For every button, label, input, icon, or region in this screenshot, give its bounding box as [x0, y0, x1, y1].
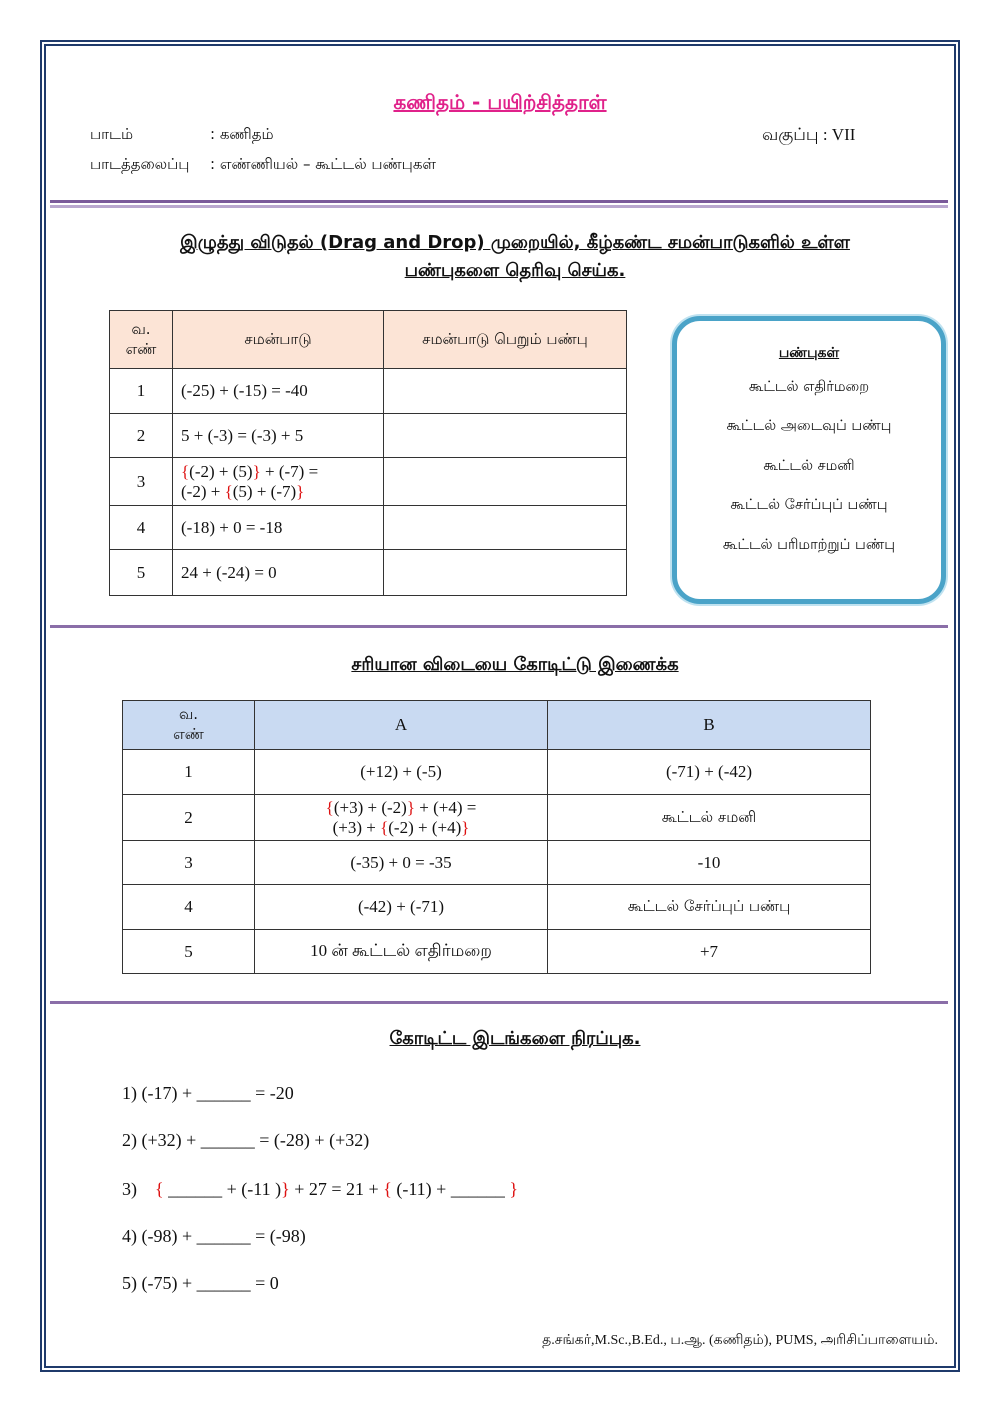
match-b-1[interactable]: (-71) + (-42) — [548, 750, 871, 795]
author-credit: த.சங்கர்,M.Sc.,B.Ed., ப.ஆ. (கணிதம்), PUMS, அரிசிப்பாளையம். — [542, 1333, 938, 1348]
match-b-2[interactable]: கூட்டல் சமனி — [548, 795, 871, 841]
option-identity[interactable]: கூட்டல் சமனி — [763, 458, 855, 474]
matching-table — [122, 700, 871, 974]
sno-header: வ. எண் — [123, 701, 255, 750]
option-commutative[interactable]: கூட்டல் பரிமாற்றுப் பண்பு — [722, 537, 896, 553]
options-title: பண்புகள் — [778, 345, 840, 361]
drop-zone-3[interactable] — [384, 458, 627, 506]
drop-zone-4[interactable] — [384, 506, 627, 550]
table-row: 5 10 ன் கூட்டல் எதிர்மறை +7 — [123, 930, 871, 974]
fill-question-4[interactable]: 4) (-98) + ______ = (-98) — [122, 1226, 306, 1246]
header-divider — [50, 200, 948, 208]
topic-value: : எண்ணியல் – கூட்டல் பண்புகள் — [210, 155, 436, 173]
match-b-5[interactable]: +7 — [548, 930, 871, 974]
fill-question-2[interactable]: 2) (+32) + ______ = (-28) + (+32) — [122, 1130, 370, 1150]
table-row: 1 (-25) + (-15) = -40 — [110, 369, 627, 414]
column-a-header: A — [255, 701, 548, 750]
option-additive-inverse[interactable]: கூட்டல் எதிர்மறை — [748, 379, 870, 395]
worksheet-title: கணிதம் - பயிற்சித்தாள் — [393, 90, 607, 114]
table-row: 1 (+12) + (-5) (-71) + (-42) — [123, 750, 871, 795]
sno-header: வ. எண் — [110, 311, 173, 369]
class-label: வகுப்பு : VII — [762, 125, 856, 144]
match-a-3[interactable]: (-35) + 0 = -35 — [255, 841, 548, 885]
drop-zone-2[interactable] — [384, 414, 627, 458]
table-row: 2 5 + (-3) = (-3) + 5 — [110, 414, 627, 458]
table-row: 5 24 + (-24) = 0 — [110, 550, 627, 596]
match-a-4[interactable]: (-42) + (-71) — [255, 885, 548, 930]
match-a-1[interactable]: (+12) + (-5) — [255, 750, 548, 795]
section1-heading-line1: இழுத்து விடுதல் (Drag and Drop) முறையில், கீழ்கண்ட சமன்பாடுகளில் உள்ள — [180, 232, 850, 253]
drop-zone-5[interactable] — [384, 550, 627, 596]
section1-heading-line2: பண்புகளை தெரிவு செய்க. — [404, 260, 626, 281]
fill-question-5[interactable]: 5) (-75) + ______ = 0 — [122, 1273, 279, 1293]
drop-zone-1[interactable] — [384, 369, 627, 414]
match-b-4[interactable]: கூட்டல் சேர்ப்புப் பண்பு — [548, 885, 871, 930]
option-associative[interactable]: கூட்டல் சேர்ப்புப் பண்பு — [730, 497, 888, 513]
section3-heading: கோடிட்ட இடங்களை நிரப்புக. — [389, 1028, 641, 1049]
table-row: 3 {(-2) + (5)} + (-7) = (-2) + {(5) + (-7)} — [110, 458, 627, 506]
table-row: 2 {(+3) + (-2)} + (+4) = (+3) + {(-2) + (+4)} கூட்டல் சமனி — [123, 795, 871, 841]
fill-question-3[interactable]: 3) { ______ + (-11 )} + 27 = 21 + { (-11) + ______ } — [122, 1179, 518, 1199]
properties-options-box — [672, 316, 946, 604]
topic-label: பாடத்தலைப்பு — [90, 155, 190, 173]
equation-header: சமன்பாடு — [173, 311, 384, 369]
table-row: 4 (-42) + (-71) கூட்டல் சேர்ப்புப் பண்பு — [123, 885, 871, 930]
match-a-5[interactable]: 10 ன் கூட்டல் எதிர்மறை — [255, 930, 548, 974]
option-closure[interactable]: கூட்டல் அடைவுப் பண்பு — [726, 418, 892, 434]
section2-heading: சரியான விடையை கோடிட்டு இணைக்க — [351, 654, 679, 675]
subject-value: : கணிதம் — [210, 125, 274, 143]
table-row: 3 (-35) + 0 = -35 -10 — [123, 841, 871, 885]
match-a-2[interactable]: {(+3) + (-2)} + (+4) = (+3) + {(-2) + (+4)} — [255, 795, 548, 841]
table-row: 4 (-18) + 0 = -18 — [110, 506, 627, 550]
property-header: சமன்பாடு பெறும் பண்பு — [384, 311, 627, 369]
subject-label: பாடம் — [90, 125, 134, 143]
fill-question-1[interactable]: 1) (-17) + ______ = -20 — [122, 1083, 294, 1103]
match-b-3[interactable]: -10 — [548, 841, 871, 885]
properties-table — [109, 310, 627, 596]
section-divider — [50, 625, 948, 628]
column-b-header: B — [548, 701, 871, 750]
section-divider — [50, 1001, 948, 1004]
